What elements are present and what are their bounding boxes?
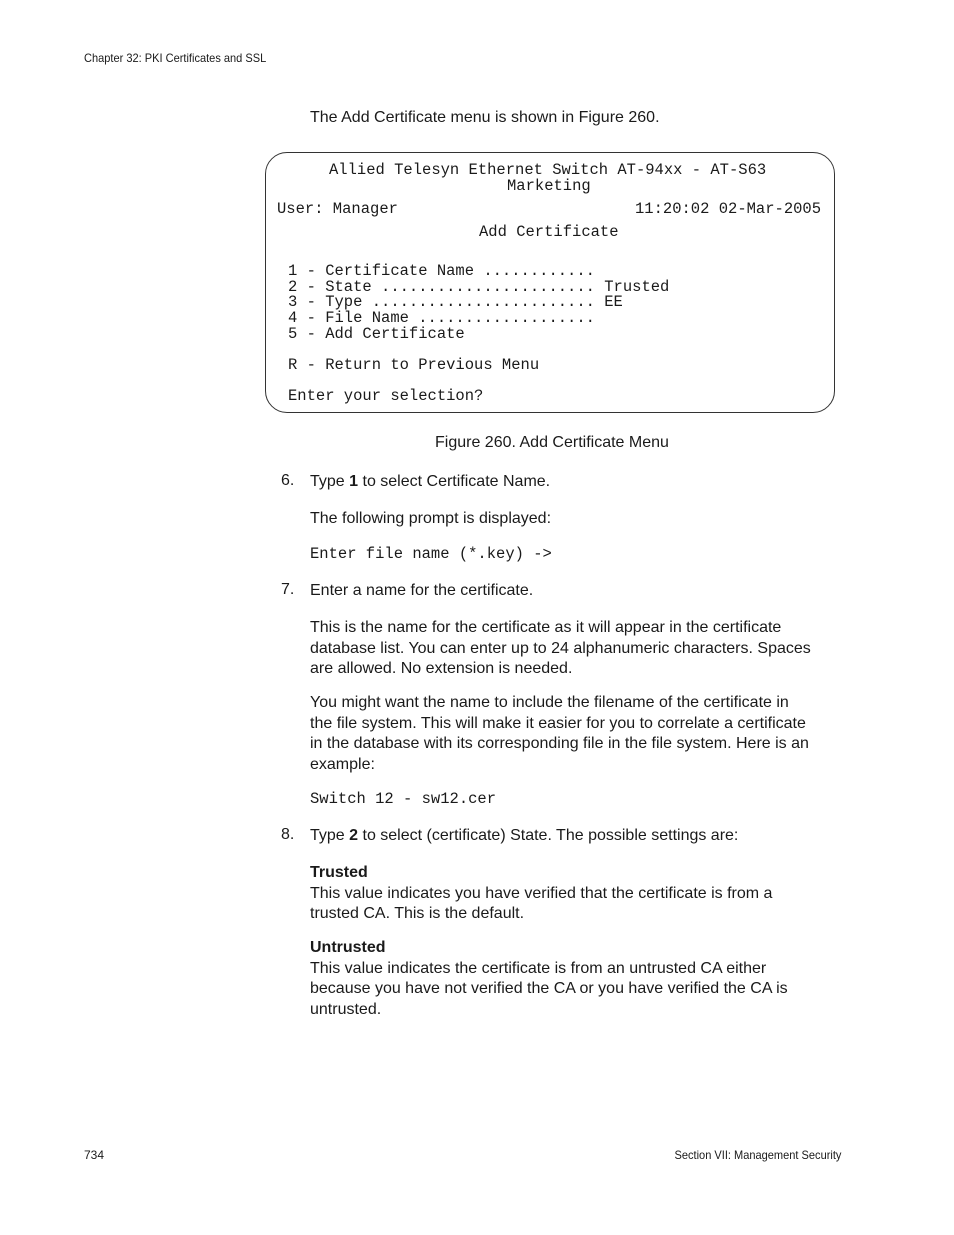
step-8-text: [310, 826, 845, 847]
trusted-title: Trusted: [310, 864, 368, 881]
intro-text: The Add Certificate menu is shown in Figure 260.: [310, 109, 660, 126]
step-6-key: 1: [349, 473, 359, 490]
step-7-text: Enter a name for the certificate.: [310, 582, 534, 599]
step-7-code: Switch 12 - sw12.cer: [310, 790, 497, 808]
text-line: are allowed. No extension is needed.: [310, 660, 573, 677]
menu-item[interactable]: 1 - Certificate Name ............: [288, 262, 595, 280]
step-6-code: Enter file name (*.key) ->: [310, 545, 552, 563]
text-line: This is the name for the certificate as it will appear in the certificate: [310, 619, 782, 636]
terminal-screen: [265, 152, 835, 413]
text-line: trusted CA. This is the default.: [310, 905, 525, 922]
step-number: 7.: [281, 581, 295, 598]
step-6-post: to select Certificate Name.: [358, 473, 551, 490]
running-footer-section: Section VII: Management Security: [674, 1148, 841, 1162]
step-number: 8.: [281, 826, 295, 843]
step-8-post: to select (certificate) State. The possible settings are:: [358, 827, 739, 844]
untrusted-definition: [310, 938, 845, 1020]
step-6-follow: The following prompt is displayed:: [310, 510, 552, 527]
terminal-title-line2: Marketing: [507, 177, 591, 195]
running-header: Chapter 32: PKI Certificates and SSL: [84, 51, 267, 65]
text-line: This value indicates you have verified that the certificate is from a: [310, 884, 773, 902]
menu-item[interactable]: 3 - Type ........................ EE: [288, 293, 623, 311]
text-line: You might want the name to include the filename of the certificate in: [310, 694, 789, 711]
text-line: This value indicates the certificate is from an untrusted CA either: [310, 959, 767, 977]
untrusted-title: Untrusted: [310, 939, 386, 956]
menu-item[interactable]: 5 - Add Certificate: [288, 325, 465, 343]
figure-caption: Figure 260. Add Certificate Menu: [435, 434, 669, 451]
terminal-datetime: 11:20:02 02-Mar-2005: [635, 200, 822, 218]
menu-item-return[interactable]: R - Return to Previous Menu: [288, 356, 540, 374]
text-line: example:: [310, 755, 375, 773]
terminal-title-line1: Allied Telesyn Ethernet Switch AT-94xx - AT-S63: [329, 161, 767, 179]
step-6-text: [310, 472, 845, 493]
text-line: database list. You can enter up to 24 alphanumeric characters. Spaces: [310, 639, 811, 657]
page-number: 734: [84, 1148, 105, 1162]
terminal-prompt: Enter your selection?: [288, 387, 484, 405]
text-line: the file system. This will make it easier for you to correlate a certificate: [310, 714, 806, 732]
text-line: in the database with its corresponding file in the file system. Here is an: [310, 735, 809, 752]
step-number: 6.: [281, 472, 295, 489]
step-7-para1: [310, 618, 845, 680]
terminal-menu-title: Add Certificate: [479, 223, 619, 241]
step-8-key: 2: [349, 827, 359, 844]
trusted-definition: [310, 863, 845, 925]
text-line: untrusted.: [310, 1000, 382, 1018]
terminal-user: User: Manager: [277, 200, 398, 218]
step-7-para2: [310, 693, 845, 775]
text-line: because you have not verified the CA or you have verified the CA is: [310, 980, 788, 997]
menu-item[interactable]: 4 - File Name ...................: [288, 309, 595, 327]
menu-item[interactable]: 2 - State ....................... Trusted: [288, 278, 670, 296]
step-8-pre: Type: [310, 827, 350, 844]
step-6-pre: Type: [310, 473, 350, 490]
